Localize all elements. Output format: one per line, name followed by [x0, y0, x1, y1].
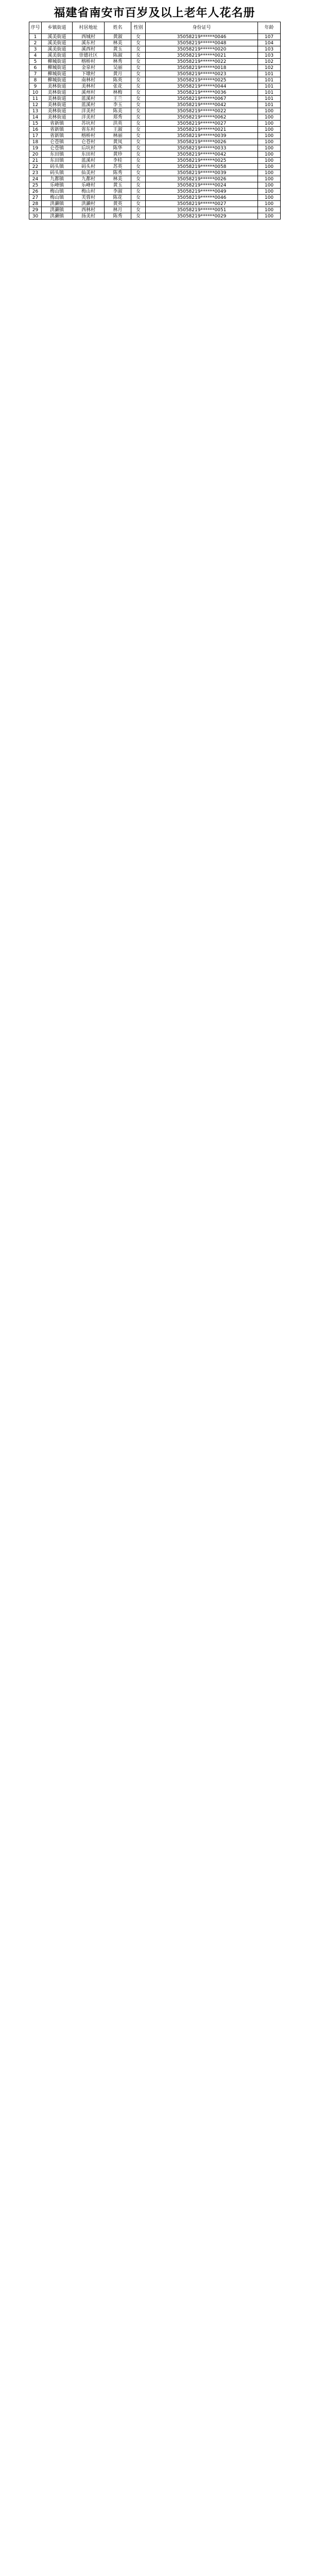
- table-cell: 100: [258, 207, 281, 213]
- table-cell: 黄英: [105, 201, 131, 207]
- table-cell: 1: [29, 34, 42, 40]
- table-cell: 35058219******0058: [146, 164, 258, 170]
- table-cell: 女: [131, 145, 146, 151]
- table-cell: 芙蓉村: [73, 195, 105, 201]
- table-cell: 35058219******0051: [146, 207, 258, 213]
- table-cell: 35058219******0022: [146, 108, 258, 114]
- table-cell: 西城村: [73, 34, 105, 40]
- table-cell: 后坑村: [73, 145, 105, 151]
- table-cell: 省新镇: [42, 133, 73, 139]
- table-cell: 柳城街道: [42, 65, 73, 71]
- table-cell: 30: [29, 213, 42, 219]
- table-cell: 100: [258, 139, 281, 145]
- table-row: [29, 121, 281, 127]
- table-cell: 蓝溪村: [73, 102, 105, 108]
- table-cell: 黄珍: [105, 151, 131, 158]
- table-cell: 100: [258, 170, 281, 176]
- table-cell: 女: [131, 207, 146, 213]
- table-cell: 7: [29, 71, 42, 77]
- table-cell: 女: [131, 90, 146, 96]
- table-cell: 梅山村: [73, 189, 105, 195]
- table-cell: 女: [131, 213, 146, 219]
- table-row: [29, 195, 281, 201]
- table-cell: 26: [29, 189, 42, 195]
- table-cell: 23: [29, 170, 42, 176]
- table-cell: 仑苍镇: [42, 139, 73, 145]
- table-cell: 金泉村: [73, 65, 105, 71]
- table-cell: 35058219******0023: [146, 71, 258, 77]
- table-cell: 12: [29, 102, 42, 108]
- table-cell: 100: [258, 121, 281, 127]
- table-cell: 35058219******0046: [146, 195, 258, 201]
- table-row: [29, 34, 281, 40]
- table-cell: 美林街道: [42, 83, 73, 90]
- table-cell: 九都镇: [42, 176, 73, 182]
- table-cell: 女: [131, 83, 146, 90]
- table-cell: 仙美村: [73, 170, 105, 176]
- table-cell: 陈美: [105, 108, 131, 114]
- column-header: 乡镇街道: [42, 22, 73, 34]
- table-row: [29, 83, 281, 90]
- table-cell: 27: [29, 195, 42, 201]
- table-cell: 35058219******0044: [146, 83, 258, 90]
- table-cell: 美林街道: [42, 108, 73, 114]
- elder-roster-table: [29, 22, 281, 219]
- table-cell: 103: [258, 46, 281, 53]
- table-cell: 女: [131, 195, 146, 201]
- table-cell: 女: [131, 34, 146, 40]
- table-cell: 100: [258, 151, 281, 158]
- table-cell: 35058219******0018: [146, 65, 258, 71]
- table-cell: 洪濑镇: [42, 213, 73, 219]
- table-cell: 102: [258, 59, 281, 65]
- table-cell: 35058219******0039: [146, 170, 258, 176]
- table-cell: 洪濑镇: [42, 207, 73, 213]
- table-cell: 19: [29, 145, 42, 151]
- table-cell: 扬美村: [73, 213, 105, 219]
- table-cell: 省新镇: [42, 127, 73, 133]
- table-row: [29, 108, 281, 114]
- table-row: [29, 65, 281, 71]
- table-cell: 女: [131, 59, 146, 65]
- table-cell: 100: [258, 176, 281, 182]
- table-cell: 28: [29, 201, 42, 207]
- column-header: 序号: [29, 22, 42, 34]
- table-cell: 女: [131, 201, 146, 207]
- table-body: [29, 34, 281, 219]
- table-cell: 女: [131, 71, 146, 77]
- table-cell: 35058219******0062: [146, 114, 258, 121]
- table-cell: 林美: [105, 176, 131, 182]
- table-cell: 王淑: [105, 127, 131, 133]
- table-cell: 100: [258, 195, 281, 201]
- table-cell: 24: [29, 176, 42, 182]
- table-cell: 码头镇: [42, 164, 73, 170]
- table-row: [29, 77, 281, 83]
- table-cell: 35058219******0029: [146, 213, 258, 219]
- column-header: 身份证号: [146, 22, 258, 34]
- table-cell: 东田村: [73, 151, 105, 158]
- table-cell: 100: [258, 158, 281, 164]
- table-cell: 黄玉: [105, 46, 131, 53]
- table-cell: 100: [258, 108, 281, 114]
- table-cell: 乐峰镇: [42, 182, 73, 189]
- table-cell: 35058219******0042: [146, 102, 258, 108]
- table-cell: 101: [258, 77, 281, 83]
- table-row: [29, 139, 281, 145]
- column-header: 村居地址: [73, 22, 105, 34]
- table-cell: 柳城街道: [42, 71, 73, 77]
- table-cell: 女: [131, 96, 146, 102]
- table-row: [29, 53, 281, 59]
- table-cell: 104: [258, 40, 281, 46]
- table-cell: 35058219******0022: [146, 59, 258, 65]
- table-cell: 蓝溪村: [73, 96, 105, 102]
- table-cell: 4: [29, 53, 42, 59]
- table-cell: 榕桥村: [73, 59, 105, 65]
- table-cell: 榕桥村: [73, 133, 105, 139]
- table-cell: 美林街道: [42, 90, 73, 96]
- table-cell: 柳城街道: [42, 77, 73, 83]
- table-cell: 3: [29, 46, 42, 53]
- table-cell: 美林街道: [42, 114, 73, 121]
- table-cell: 女: [131, 133, 146, 139]
- table-cell: 100: [258, 213, 281, 219]
- table-cell: 女: [131, 77, 146, 83]
- table-cell: 西林村: [73, 207, 105, 213]
- table-cell: 100: [258, 201, 281, 207]
- table-cell: 17: [29, 133, 42, 139]
- table-cell: 100: [258, 182, 281, 189]
- table-row: [29, 71, 281, 77]
- table-cell: 溪州村: [73, 90, 105, 96]
- table-cell: 黄玉: [105, 182, 131, 189]
- table-cell: 黄凤: [105, 139, 131, 145]
- table-cell: 苏坑村: [73, 121, 105, 127]
- table-cell: 南林村: [73, 77, 105, 83]
- table-cell: 女: [131, 139, 146, 145]
- table-cell: 陈花: [105, 195, 131, 201]
- table-cell: 梅山镇: [42, 195, 73, 201]
- table-cell: 16: [29, 127, 42, 133]
- table-cell: 18: [29, 139, 42, 145]
- table-cell: 35058219******0039: [146, 133, 258, 139]
- table-cell: 35058219******0020: [146, 46, 258, 53]
- table-cell: 101: [258, 96, 281, 102]
- table-cell: 洋美村: [73, 114, 105, 121]
- table-row: [29, 40, 281, 46]
- table-cell: 29: [29, 207, 42, 213]
- table-cell: 101: [258, 83, 281, 90]
- table-cell: 仑苍村: [73, 139, 105, 145]
- table-cell: 女: [131, 53, 146, 59]
- table-cell: 美林街道: [42, 102, 73, 108]
- table-cell: 仑苍镇: [42, 145, 73, 151]
- table-cell: 女: [131, 121, 146, 127]
- column-header: 年龄: [258, 22, 281, 34]
- table-cell: 林丽: [105, 133, 131, 139]
- table-cell: 郑秀: [105, 114, 131, 121]
- table-cell: 吴丽: [105, 65, 131, 71]
- table-cell: 溪美街道: [42, 34, 73, 40]
- table-row: [29, 145, 281, 151]
- table-cell: 陈淑: [105, 53, 131, 59]
- table-cell: 101: [258, 102, 281, 108]
- table-cell: 2: [29, 40, 42, 46]
- table-row: [29, 182, 281, 189]
- table-cell: 13: [29, 108, 42, 114]
- table-cell: 35058219******0033: [146, 145, 258, 151]
- table-cell: 省东村: [73, 127, 105, 133]
- table-row: [29, 170, 281, 176]
- table-cell: 女: [131, 158, 146, 164]
- table-cell: 女: [131, 65, 146, 71]
- table-row: [29, 59, 281, 65]
- table-cell: 林月: [105, 207, 131, 213]
- table-cell: 蓝溪村: [73, 158, 105, 164]
- table-cell: 女: [131, 189, 146, 195]
- table-cell: 美林村: [73, 83, 105, 90]
- table-cell: 35058219******0042: [146, 151, 258, 158]
- table-row: [29, 189, 281, 195]
- table-cell: 女: [131, 170, 146, 176]
- table-cell: 35058219******0025: [146, 158, 258, 164]
- table-cell: 21: [29, 158, 42, 164]
- table-cell: 35058219******0049: [146, 189, 258, 195]
- table-row: [29, 127, 281, 133]
- table-cell: 101: [258, 90, 281, 96]
- table-cell: 溪美街道: [42, 40, 73, 46]
- table-cell: 25: [29, 182, 42, 189]
- table-cell: 8: [29, 77, 42, 83]
- table-cell: 梅山镇: [42, 189, 73, 195]
- table-cell: 女: [131, 176, 146, 182]
- table-cell: 100: [258, 164, 281, 170]
- table-cell: 11: [29, 96, 42, 102]
- table-row: [29, 158, 281, 164]
- table-cell: 溪西村: [73, 46, 105, 53]
- table-cell: 黄淑: [105, 34, 131, 40]
- table-cell: 下墩村: [73, 71, 105, 77]
- table-cell: 溪美街道: [42, 53, 73, 59]
- table-cell: 李玉: [105, 102, 131, 108]
- table-cell: 100: [258, 127, 281, 133]
- table-cell: 35058219******0027: [146, 121, 258, 127]
- table-cell: 李淑: [105, 189, 131, 195]
- table-cell: 100: [258, 114, 281, 121]
- table-cell: 崇德社区: [73, 53, 105, 59]
- table-cell: 东田镇: [42, 158, 73, 164]
- table-cell: 女: [131, 151, 146, 158]
- table-cell: 省新镇: [42, 121, 73, 127]
- table-row: [29, 90, 281, 96]
- table-row: [29, 201, 281, 207]
- table-cell: 35058219******0026: [146, 139, 258, 145]
- table-cell: 东田镇: [42, 151, 73, 158]
- table-cell: 美林街道: [42, 96, 73, 102]
- table-cell: 5: [29, 59, 42, 65]
- table-cell: 20: [29, 151, 42, 158]
- table-cell: 林美: [105, 40, 131, 46]
- table-cell: 林秀: [105, 59, 131, 65]
- table-cell: 洪濑村: [73, 201, 105, 207]
- table-cell: 洪濑镇: [42, 201, 73, 207]
- table-cell: 35058219******0048: [146, 40, 258, 46]
- table-cell: 洋美村: [73, 108, 105, 114]
- table-cell: 张花: [105, 83, 131, 90]
- table-cell: 码头镇: [42, 170, 73, 176]
- table-cell: 乐峰村: [73, 182, 105, 189]
- table-cell: 女: [131, 114, 146, 121]
- table-cell: 九都村: [73, 176, 105, 182]
- table-cell: 林梅: [105, 90, 131, 96]
- table-cell: 100: [258, 189, 281, 195]
- table-cell: 溪东村: [73, 40, 105, 46]
- table-cell: 陈秀: [105, 170, 131, 176]
- table-cell: 女: [131, 182, 146, 189]
- table-cell: 100: [258, 133, 281, 139]
- table-row: [29, 114, 281, 121]
- table-row: [29, 176, 281, 182]
- table-cell: 22: [29, 164, 42, 170]
- table-cell: 女: [131, 108, 146, 114]
- table-cell: 女: [131, 46, 146, 53]
- table-cell: 35058219******0021: [146, 127, 258, 133]
- table-cell: 洪英: [105, 121, 131, 127]
- table-cell: 苏英: [105, 164, 131, 170]
- column-header: 姓名: [105, 22, 131, 34]
- table-cell: 柳城街道: [42, 59, 73, 65]
- table-cell: 黄月: [105, 71, 131, 77]
- table-cell: 15: [29, 121, 42, 127]
- table-cell: 6: [29, 65, 42, 71]
- table-cell: 14: [29, 114, 42, 121]
- table-cell: 码头村: [73, 164, 105, 170]
- table-row: [29, 207, 281, 213]
- table-cell: 女: [131, 40, 146, 46]
- table-cell: 35058219******0027: [146, 201, 258, 207]
- table-cell: 女: [131, 102, 146, 108]
- table-cell: 100: [258, 145, 281, 151]
- table-cell: 李桂: [105, 158, 131, 164]
- table-row: [29, 164, 281, 170]
- table-cell: 陈秀: [105, 213, 131, 219]
- page-title: 福建省南安市百岁及以上老年人花名册: [54, 7, 255, 20]
- table-cell: 王兰: [105, 96, 131, 102]
- table-row: [29, 133, 281, 139]
- table-cell: 35058219******0025: [146, 77, 258, 83]
- table-cell: 35058219******0026: [146, 176, 258, 182]
- table-row: [29, 96, 281, 102]
- table-cell: 女: [131, 164, 146, 170]
- table-row: [29, 102, 281, 108]
- table-cell: 溪美街道: [42, 46, 73, 53]
- table-cell: 35058219******0046: [146, 34, 258, 40]
- table-row: [29, 213, 281, 219]
- table-cell: 35058219******0067: [146, 96, 258, 102]
- table-cell: 10: [29, 90, 42, 96]
- table-row: [29, 151, 281, 158]
- table-cell: 陈英: [105, 77, 131, 83]
- table-cell: 35058219******0036: [146, 90, 258, 96]
- table-cell: 103: [258, 53, 281, 59]
- table-cell: 女: [131, 127, 146, 133]
- table-row: [29, 46, 281, 53]
- table-cell: 102: [258, 65, 281, 71]
- table-header-row: [29, 22, 281, 34]
- column-header: 性别: [131, 22, 146, 34]
- table-cell: 107: [258, 34, 281, 40]
- table-cell: 101: [258, 71, 281, 77]
- table-cell: 陈华: [105, 145, 131, 151]
- table-cell: 9: [29, 83, 42, 90]
- table-cell: 35058219******0024: [146, 182, 258, 189]
- table-cell: 35058219******0021: [146, 53, 258, 59]
